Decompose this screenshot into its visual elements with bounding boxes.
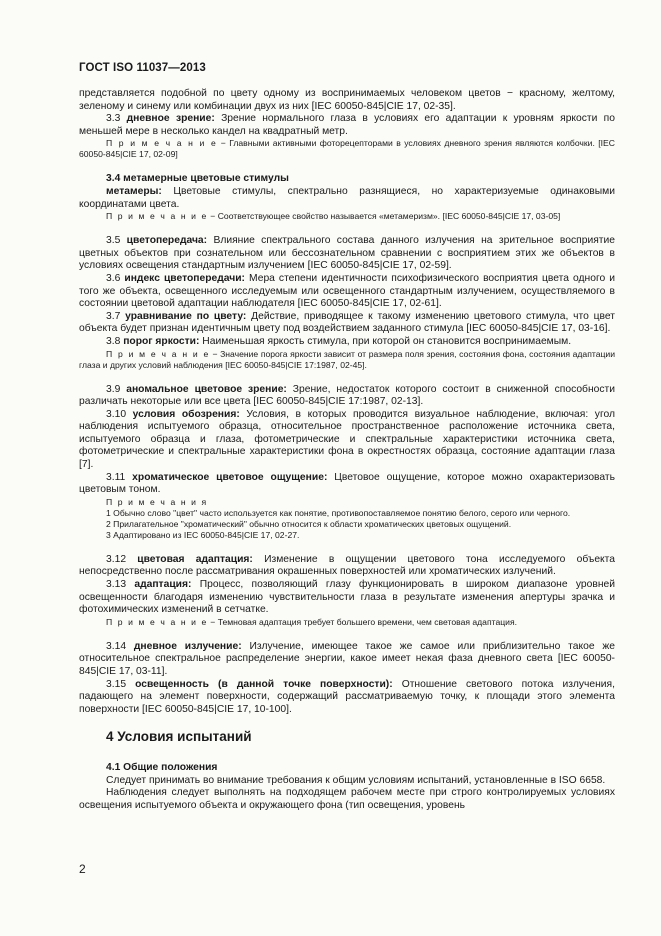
term-bold: 3.4 метамерные цветовые стимулы — [106, 173, 289, 185]
term-bold: метамеры: — [106, 185, 162, 197]
text-run: 3.14 — [106, 640, 134, 652]
text-run: 3.11 — [106, 471, 133, 483]
term-bold: аномальное цветовое зрение: — [126, 383, 287, 395]
paragraph — [79, 311, 615, 336]
text-run: Мера степени идентичности психофизического восприятия цвета одного и того же объекта, освещенного исследуемым или освещенного стандартным излучением, осуществляемого в состоянии цветовой адаптации наблюдателя [IEC 60050-845|CIE 17, 02-61]. — [79, 272, 615, 310]
term-bold: порог яркости: — [123, 335, 200, 347]
text-run: − Темновая адаптация требует большего времени, чем световая адаптация. — [207, 616, 517, 627]
paragraph — [79, 472, 615, 497]
paragraph — [79, 186, 615, 211]
note-paragraph — [79, 508, 615, 519]
note-paragraph — [79, 617, 615, 628]
document-header: ГОСТ ISO 11037—2013 — [79, 62, 206, 74]
term-bold: дневное излучение: — [133, 640, 242, 652]
text-run: 3.7 — [106, 310, 126, 322]
note-label: П р и м е ч а н и е — [106, 138, 218, 149]
term-bold: индекс цветопередачи: — [124, 272, 245, 284]
text-run: 3.15 — [106, 678, 136, 690]
paragraph — [79, 787, 615, 812]
term-bold: цветопередача: — [126, 235, 208, 247]
term-bold: 4.1 Общие положения — [106, 761, 218, 773]
text-run: представляется подобной по цвету одному из воспринимаемых человеком цветов − красному, желтому, зеленому и синему или комбинации двух из них [IEC 60050-845|CIE 17, 02-35]. — [79, 88, 615, 112]
text-run: Цветовые стимулы, спектрально разнящиеся, но характеризуемые одинаковыми координатами цвета. — [79, 185, 615, 210]
text-run: 3.13 — [106, 579, 135, 591]
paragraph — [79, 88, 615, 113]
text-run: Зрение, недостаток которого состоит в сниженной способности различать некоторые или все цвета [IEC 60050-845|CIE 17:1987, 02-13]. — [79, 383, 615, 408]
text-run: 3 Адаптировано из IEC 60050-845|CIE 17, 02-27. — [106, 529, 300, 540]
paragraph — [79, 775, 615, 788]
note-paragraph — [79, 497, 615, 508]
term-bold: хроматическое цветовое ощущение: — [132, 471, 328, 483]
text-run: Влияние спектрального состава данного излучения на зрительное восприятие цветных объектов при сознательном или бессознательном сравнении с восприятием этих же объектов в условиях освещения стандартным излучением [IEC 60050-845|CIE 17, 02-59]. — [79, 235, 615, 272]
paragraph — [79, 641, 615, 679]
text-run: 1 Обычно слово "цвет" часто используется как понятие, противопоставляемое понятию белого, серого или черного. — [106, 507, 571, 518]
text-run: Наблюдения следует выполнять на подходящем рабочем месте при строго контролируемых условиях освещения испытуемого объекта и окружающего фона (тип освещения, уровень — [79, 787, 615, 811]
text-run: 3.12 — [106, 553, 138, 565]
term-bold: дневное зрение: — [126, 113, 215, 125]
paragraph — [79, 579, 615, 617]
note-label: П р и м е ч а н и е — [106, 211, 208, 222]
term-bold: освещенность (в данной точке поверхности): — [135, 678, 393, 690]
text-run: − Значение порога яркости зависит от размера поля зрения, состояния фона, состояния адаптации глаза и других условий наблюдения [IEC 60050-845|CIE 17:1987, 02-45]. — [79, 348, 615, 370]
text-run: Изменение в ощущении цветового тона исследуемого объекта непосредственно после рассматривания окрашенных поверхностей или хроматических излучений. — [79, 553, 616, 578]
text-run: 3.8 — [106, 335, 124, 347]
text-run: − Главными активными фоторецепторами в условиях дневного зрения являются колбочки. [IEC 60050-845|CIE 17, 02-09] — [79, 138, 615, 160]
paragraph — [79, 235, 615, 273]
text-run: 3.6 — [106, 272, 125, 284]
text-run: Действие, приводящее к такому изменению цветового стимула, что цвет объекта будет признан идентичным цвету под воздействием заданного стимула [IEC 60050-845|CIE 17, 03-16]. — [79, 310, 615, 335]
term-bold: цветовая адаптация: — [137, 553, 253, 565]
paragraph — [79, 409, 615, 472]
text-run: 3.9 — [106, 383, 127, 395]
paragraph — [79, 762, 615, 775]
note-paragraph — [79, 519, 615, 530]
text-run: Процесс, позволяющий глазу функционировать в широком диапазоне уровней освещенности благодаря изменению чувствительности глаза в результате изменения апертуры зрачка и фотохимических изменений в сетчатке. — [79, 579, 616, 616]
term-bold: уравнивание по цвету: — [125, 310, 247, 322]
paragraph — [79, 554, 615, 579]
term-bold: условия обозрения: — [132, 408, 240, 420]
text-run: 2 Прилагательное "хроматический" обычно относится к области хроматических цветовых ощущений. — [106, 518, 512, 529]
note-paragraph — [79, 349, 615, 371]
paragraph — [79, 384, 615, 409]
note-paragraph — [79, 530, 615, 541]
paragraph — [79, 113, 615, 138]
note-label: П р и м е ч а н и е — [106, 348, 210, 359]
section-heading — [106, 731, 615, 744]
text-run: 3.10 — [106, 408, 133, 420]
text-run: Зрение нормального глаза в условиях его адаптации к уровням яркости по меньшей мере в несколько кандел на квадратный метр. — [79, 113, 615, 137]
text-run: 3.3 — [106, 113, 127, 125]
text-run: 3.5 — [106, 235, 127, 247]
paragraph — [79, 273, 615, 311]
term-bold: адаптация: — [134, 579, 192, 591]
text-run: Условия, в которых проводится визуальное наблюдение, включая: угол наблюдения испытуемого образца, относительное пространственное расположение источника света, испытуемого образца и глаза, фотометрические и спектральные характеристики источника света, фотометрические и спектральные характеристики фона в окрестностях образца, состояние адаптации глаза [7]. — [79, 408, 615, 471]
text-run: Излучение, имеющее такое же самое или приблизительно такое же относительное спектральное распределение энергии, какое имеет некая фаза дневного света [IEC 60050-845|CIE 17, 03-11]. — [79, 640, 616, 677]
text-run: 4 Условия испытаний — [106, 729, 252, 745]
note-label: П р и м е ч а н и е — [106, 616, 208, 627]
page-number: 2 — [79, 862, 86, 876]
text-run: Следует принимать во внимание требования к общим условиям испытаний, установленные в ISO 6658. — [106, 774, 606, 786]
note-paragraph — [79, 211, 615, 222]
text-run: Отношение светового потока излучения, падающего на элемент поверхности, содержащий рассматриваемую точку, к площади этого элемента поверхности [IEC 60050-845|CIE 17, 10-100]. — [79, 678, 615, 715]
text-run: Наименьшая яркость стимула, при которой он становится воспринимаемым. — [199, 335, 572, 347]
text-run: − Соответствующее свойство называется «метамеризм». [IEC 60050-845|CIE 17, 03-05] — [207, 211, 561, 222]
note-label: П р и м е ч а н и я — [106, 496, 208, 507]
text-run: Цветовое ощущение, которое можно охарактеризовать цветовым тоном. — [79, 471, 615, 496]
paragraph — [79, 336, 615, 349]
document-body — [79, 88, 615, 812]
paragraph — [79, 173, 615, 186]
note-paragraph — [79, 138, 615, 160]
paragraph — [79, 679, 615, 717]
